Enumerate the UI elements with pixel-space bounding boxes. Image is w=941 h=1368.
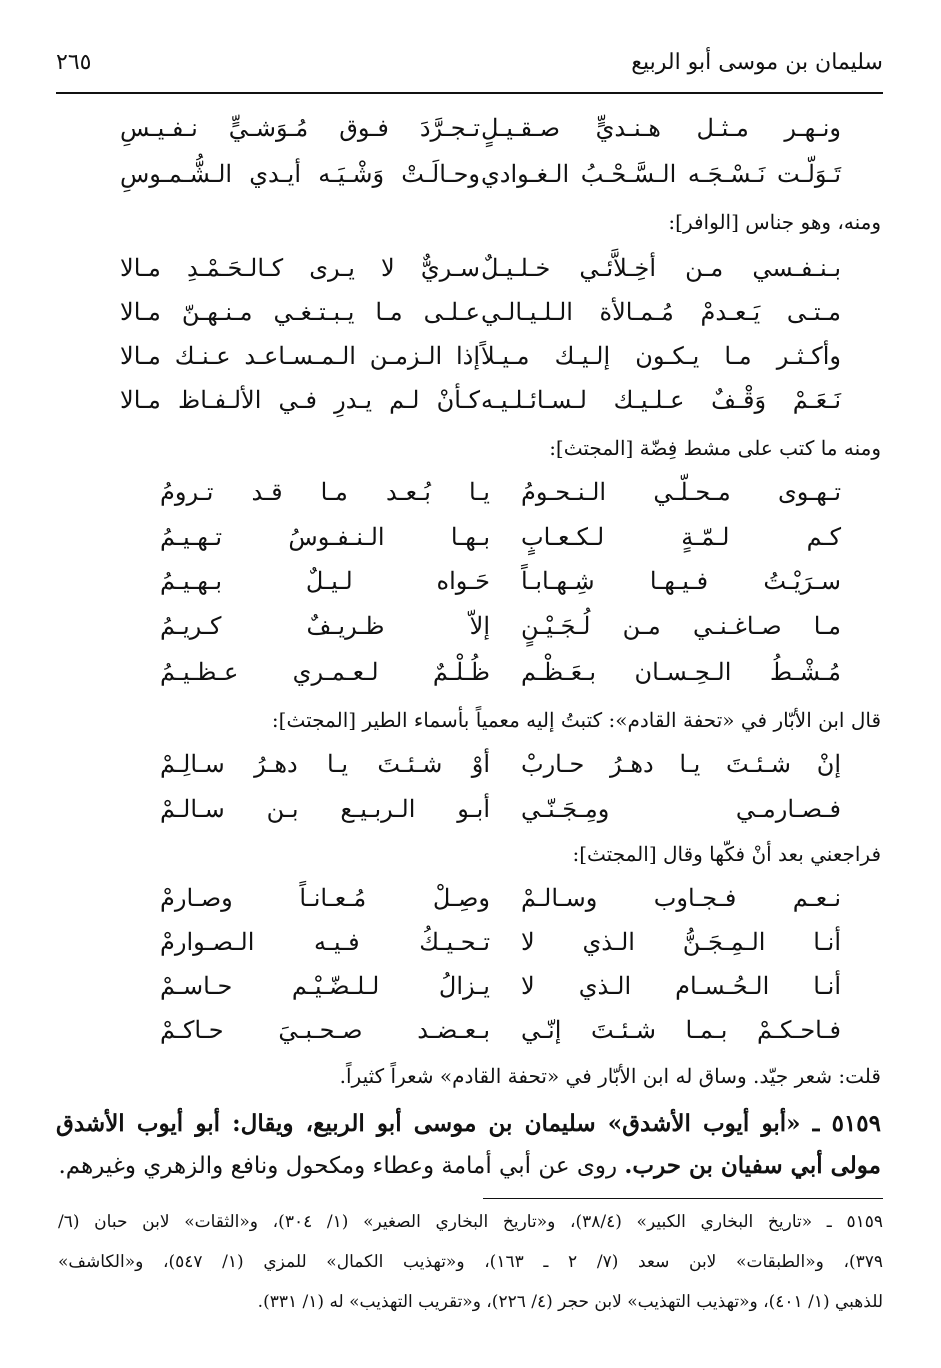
- verse-line: [60, 567, 881, 611]
- verse-line: [60, 254, 881, 298]
- verse-line: [60, 972, 881, 1016]
- hemistich-first: وأكـثـر مـا يـكـون إلـيـك مـيـلاً: [481, 342, 841, 370]
- hemistich-first: سـرَيْـتُ فـيـهـا شِـهـابـاً: [521, 567, 841, 595]
- hemistich-second: يـا بُـعـد مـا قـد تـرومُ: [160, 478, 490, 506]
- verse-line: [60, 342, 881, 386]
- entry-line-2: [56, 1152, 881, 1179]
- entry-heading: ٥١٥٩ ـ «أبو أيوب الأشدق» سليمان بن موسى أبو الربيع، ويقال: أبو أيوب الأشدق: [56, 1110, 881, 1137]
- hemistich-first: تَـوَلّـت نَـسْـجَـه الـسَّـحْـبُ الـغـوادي: [481, 160, 841, 188]
- verse-line: [60, 884, 881, 928]
- verse-line: [60, 114, 881, 158]
- verse-line: [60, 523, 881, 567]
- hemistich-second: بـعـضـد صـحـبـيَ حـاكـمْ: [160, 1016, 490, 1044]
- hemistich-second: ظُـلْـمٌ لـعـمـري عـظـيـمُ: [160, 658, 490, 686]
- hemistich-first: ونـهـر مـثـل هـنـديٍّ صـقـيـلٍ: [481, 114, 841, 142]
- hemistich-first: مـا صـاغـنـي مـن لُـجَـيْـنٍ: [521, 612, 841, 640]
- hemistich-first: أنـا الـمِـجَـنُّ الـذي لا: [521, 928, 841, 956]
- header-rule: [56, 92, 883, 94]
- hemistich-first: أنـا الـحُـسـام الـذي لا: [521, 972, 841, 1000]
- intro-text: ومنه ما كتب على مشط فِضّة [المجتث]:: [549, 436, 881, 460]
- hemistich-second: سـريٌّ لا يـرى كـالـحَـمْـدِ مـالا: [120, 254, 480, 282]
- hemistich-second: حَـواه لـيـلٌ بـهـيـمُ: [160, 567, 490, 595]
- hemistich-first: مُـشْـطُ الـحِـسـان بـعَـظْـم: [521, 658, 841, 686]
- hemistich-second: بـهـا الـنـفـوسُ تـهـيـمُ: [160, 523, 490, 551]
- hemistich-second: أوْ شـئـتَ يـا دهـرُ سـالِـمْ: [160, 750, 490, 778]
- footnote-line: للذهبي (١/ ٤٠١)، و«تهذيب التهذيب» لابن حجر (٤/ ٢٢٦)، و«تقريب التهذيب» له (١/ ٣٣١).: [257, 1292, 883, 1312]
- footnote-line: ٥١٥٩ ـ «تاريخ البخاري الكبير» (٣٨/٤)، و«تاريخ البخاري الصغير» (١/ ٣٠٤)، و«الثقات» لابن حبان (٦/: [58, 1212, 883, 1232]
- hemistich-first: مـتـى يَـعـدمْ مُـمـالأة الـلـيـالـي: [481, 298, 841, 326]
- hemistich-first: بـنـفـسي مـن أخِـلاَّئـي خـلـيـلٌ: [481, 254, 841, 282]
- hemistich-first: كـم لـمّـةٍ لـكـعـابٍ: [521, 523, 841, 551]
- hemistich-first: فـاحـكـمْ بـمـا شـئـتَ إنّـي: [521, 1016, 841, 1044]
- intro-text: قال ابن الأبّار في «تحفة القادم»: كتبتُ إليه معمياً بأسماء الطير [المجتث]:: [271, 708, 881, 732]
- intro-text: ومنه، وهو جناس [الوافر]:: [668, 210, 881, 234]
- page-number: ٢٦٥: [56, 50, 92, 75]
- verse-line: [60, 160, 881, 204]
- verse-line: [60, 298, 881, 342]
- verse-line: [60, 658, 881, 702]
- hemistich-second: وحـالَـتْ وَشْـيَـه أيـدي الـشُّـمـوسِ: [120, 160, 480, 188]
- footnote-rule: [483, 1198, 883, 1199]
- comment-text: قلت: شعر جيّد. وساق له ابن الأبّار في «تحفة القادم» شعراً كثيراً.: [339, 1064, 881, 1088]
- verse-line: [60, 612, 881, 656]
- hemistich-second: أبـو الـربـيـع بـن سـالـمْ: [160, 795, 490, 823]
- verse-line: [60, 1016, 881, 1060]
- hemistich-second: إلاّ ظـريـفٌ كـريـمُ: [160, 612, 490, 640]
- running-title: سليمان بن موسى أبو الربيع: [631, 50, 883, 75]
- verse-line: [60, 750, 881, 794]
- hemistich-second: وصِـلْ مُـعـانـاً وصـارمْ: [160, 884, 490, 912]
- verse-line: [60, 478, 881, 522]
- hemistich-first: إنْ شـئـتَ يـا دهـرُ حـاربْ: [521, 750, 841, 778]
- verse-line: [60, 928, 881, 972]
- page-header: [56, 50, 883, 92]
- hemistich-first: نَـعَـمْ وَقْـفٌ عـلـيـك لـسـائـلـيـه: [481, 386, 841, 414]
- hemistich-first: فـصـارمـي ومِـجَـنّـي: [521, 795, 841, 823]
- entry-line-1: [56, 1110, 881, 1137]
- hemistich-second: كـأنْ لـم يـدرِ فـي الألـفـاظ مـالا: [120, 386, 480, 414]
- hemistich-second: يـزالُ لـلـضّـيْـم حـاسـمْ: [160, 972, 490, 1000]
- entry-text: روى عن أبي أمامة وعطاء ومكحول ونافع والزهري وغيرهم.: [58, 1153, 625, 1179]
- footnote-line: ٣٧٩)، و«الطبقات» لابن سعد (٧/ ٢ ـ ١٦٣)، و«تهذيب الكمال» للمزي (١/ ٥٤٧)، و«الكاشف»: [58, 1252, 883, 1272]
- hemistich-second: تـحـيـكُ فـيـه الـصـوارمْ: [160, 928, 490, 956]
- intro-text: فراجعني بعد أنْ فكّها وقال [المجتث]:: [572, 842, 881, 866]
- hemistich-first: تـهـوى مـحـلّـي الـنـحـومُ: [521, 478, 841, 506]
- hemistich-second: إذا الـزمـن الـمـسـاعـد عـنـك مـالا: [120, 342, 480, 370]
- hemistich-second: تـجـرَّدَ فـوق مُـوَشـيٍّ نـفـيـسِ: [120, 114, 480, 142]
- hemistich-first: نـعـم فـجـاوب وسـالـمْ: [521, 884, 841, 912]
- verse-line: [60, 795, 881, 839]
- verse-line: [60, 386, 881, 430]
- hemistich-second: عـلـى مـا يـبـتـغـي مـنـهـنّ مـالا: [120, 298, 480, 326]
- entry-heading-continued: مولى أبي سفيان بن حرب.: [624, 1152, 881, 1179]
